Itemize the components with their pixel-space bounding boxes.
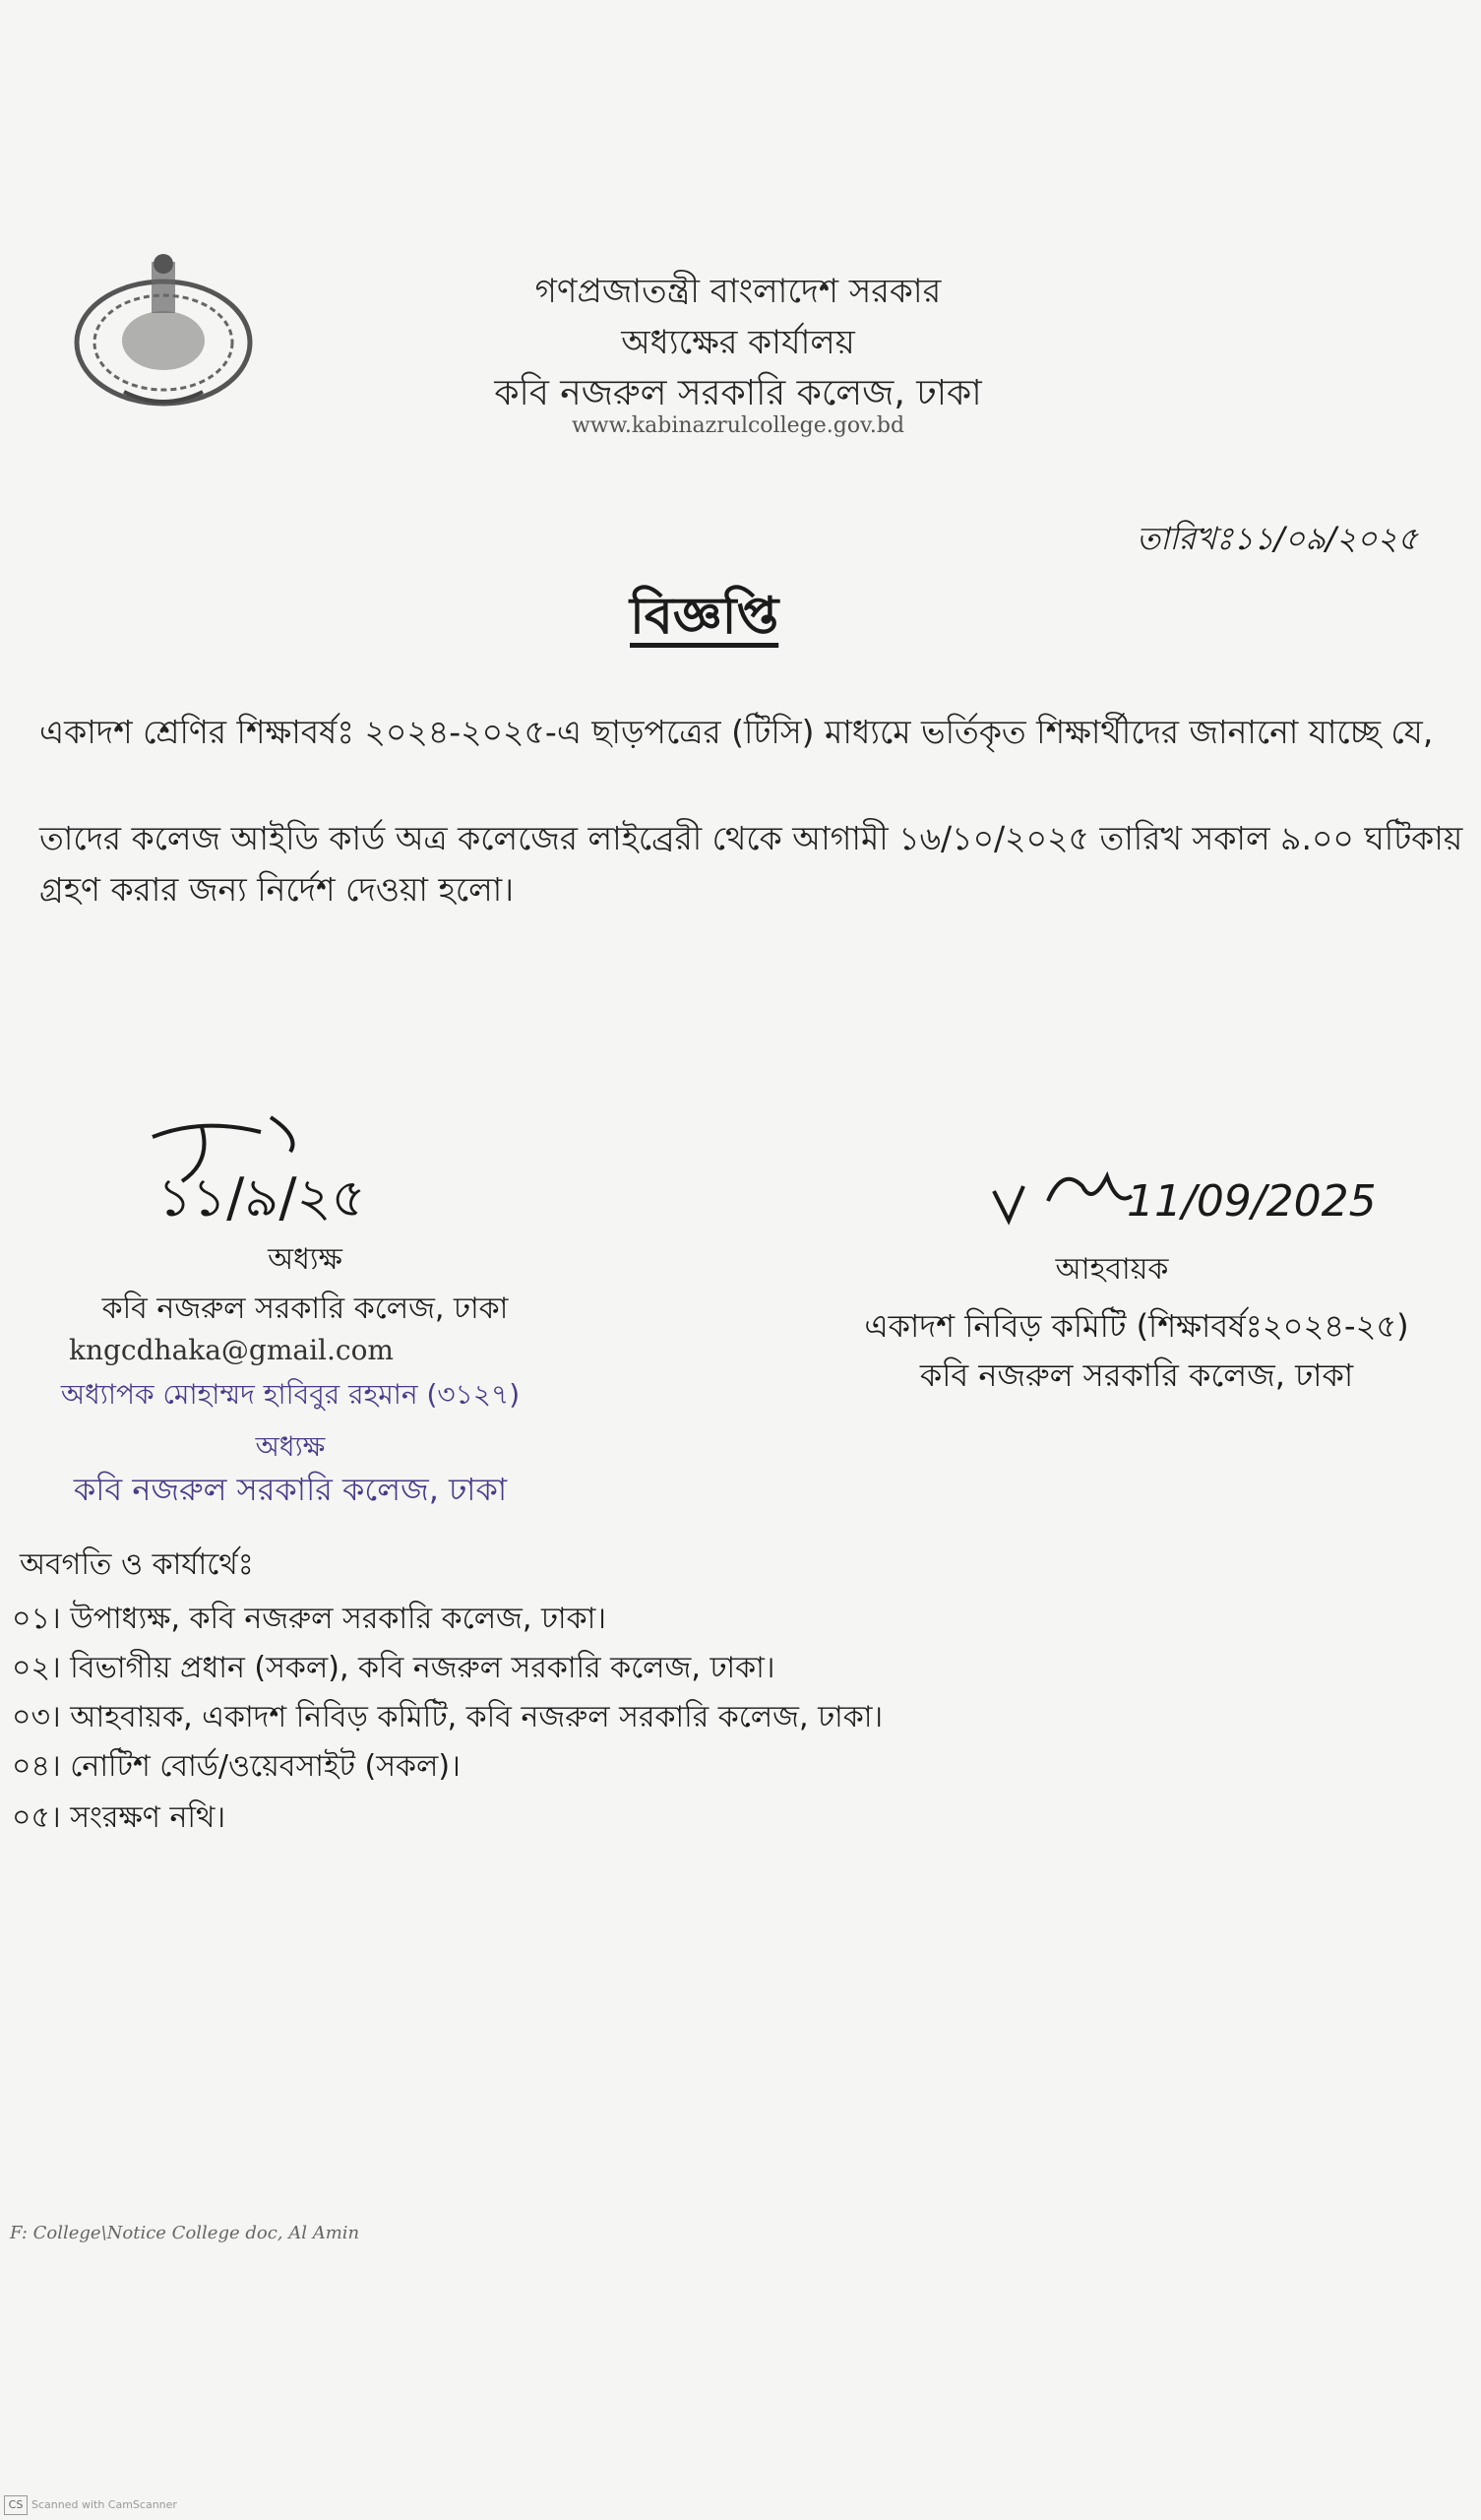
cc-item: ০৫। সংরক্ষণ নথি। [12, 1800, 226, 1835]
principal-college: কবি নজরুল সরকারি কলেজ, ঢাকা [101, 1292, 509, 1326]
notice-title: বিজ্ঞপ্তি [630, 587, 779, 646]
cc-heading: অবগতি ও কার্যার্থেঃ [20, 1547, 254, 1582]
convener-signature [989, 1147, 1377, 1240]
principal-signature-date: ১১/৯/২৫ [157, 1166, 366, 1228]
college-website: www.kabinazrulcollege.gov.bd [571, 413, 905, 438]
stamp-college: কবি নজরুল সরকারি কলেজ, ঢাকা [73, 1471, 508, 1508]
file-path-footer: F: College\Notice College doc, Al Amin [10, 2223, 360, 2243]
cc-item: ০৩। আহবায়ক, একাদশ নিবিড় কমিটি, কবি নজরুল সরকারি কলেজ, ঢাকা। [12, 1700, 884, 1734]
convener-committee: একাদশ নিবিড় কমিটি (শিক্ষাবর্ষঃ২০২৪-২৫) [864, 1307, 1409, 1345]
convener-designation: আহবায়ক [1055, 1252, 1169, 1287]
principal-designation: অধ্যক্ষ [268, 1242, 342, 1277]
notice-date: তারিখঃ১১/০৯/২০২৫ [1137, 520, 1418, 557]
principal-email: kngcdhaka@gmail.com [69, 1334, 394, 1366]
stamp-name: অধ্যাপক মোহাম্মদ হাবিবুর রহমান (৩১২৭) [60, 1378, 521, 1411]
body-line-2: তাদের কলেজ আইডি কার্ড অত্র কলেজের লাইব্রেরী থেকে আগামী ১৬/১০/২০২৫ তারিখ সকাল ৯.০০ ঘটিকায় [39, 819, 1463, 857]
body-line-1: একাদশ শ্রেণির শিক্ষাবর্ষঃ ২০২৪-২০২৫-এ ছাড়পত্রের (টিসি) মাধ্যমে ভর্তিকৃত শিক্ষার্থীদের জানানো যাচ্ছে যে, [39, 713, 1434, 751]
college-name: কবি নজরুল সরকারি কলেজ, ঢাকা [494, 373, 982, 413]
convener-signature-date: 11/09/2025 [1127, 1176, 1377, 1227]
principal-signature [143, 1107, 428, 1235]
cc-item: ০২। বিভাগীয় প্রধান (সকল), কবি নজরুল সরকারি কলেজ, ঢাকা। [12, 1651, 775, 1685]
body-line-3: গ্রহণ করার জন্য নির্দেশ দেওয়া হলো। [39, 870, 515, 909]
cc-item: ০১। উপাধ্যক্ষ, কবি নজরুল সরকারি কলেজ, ঢাকা। [12, 1602, 607, 1636]
stamp-designation: অধ্যক্ষ [255, 1430, 326, 1463]
cc-item: ০৪। নোটিশ বোর্ড/ওয়েবসাইট (সকল)। [12, 1749, 461, 1784]
scanner-watermark: Scanned with CamScanner [31, 2498, 177, 2511]
camscanner-logo-icon: CS [4, 2495, 28, 2515]
government-seal-icon [65, 244, 262, 416]
convener-college: কবি নজরুল সরকারি কলেজ, ঢাকা [919, 1356, 1354, 1394]
government-name: গণপ্রজাতন্ত্রী বাংলাদেশ সরকার [534, 272, 942, 311]
office-name: অধ্যক্ষের কার্যালয় [621, 323, 855, 362]
